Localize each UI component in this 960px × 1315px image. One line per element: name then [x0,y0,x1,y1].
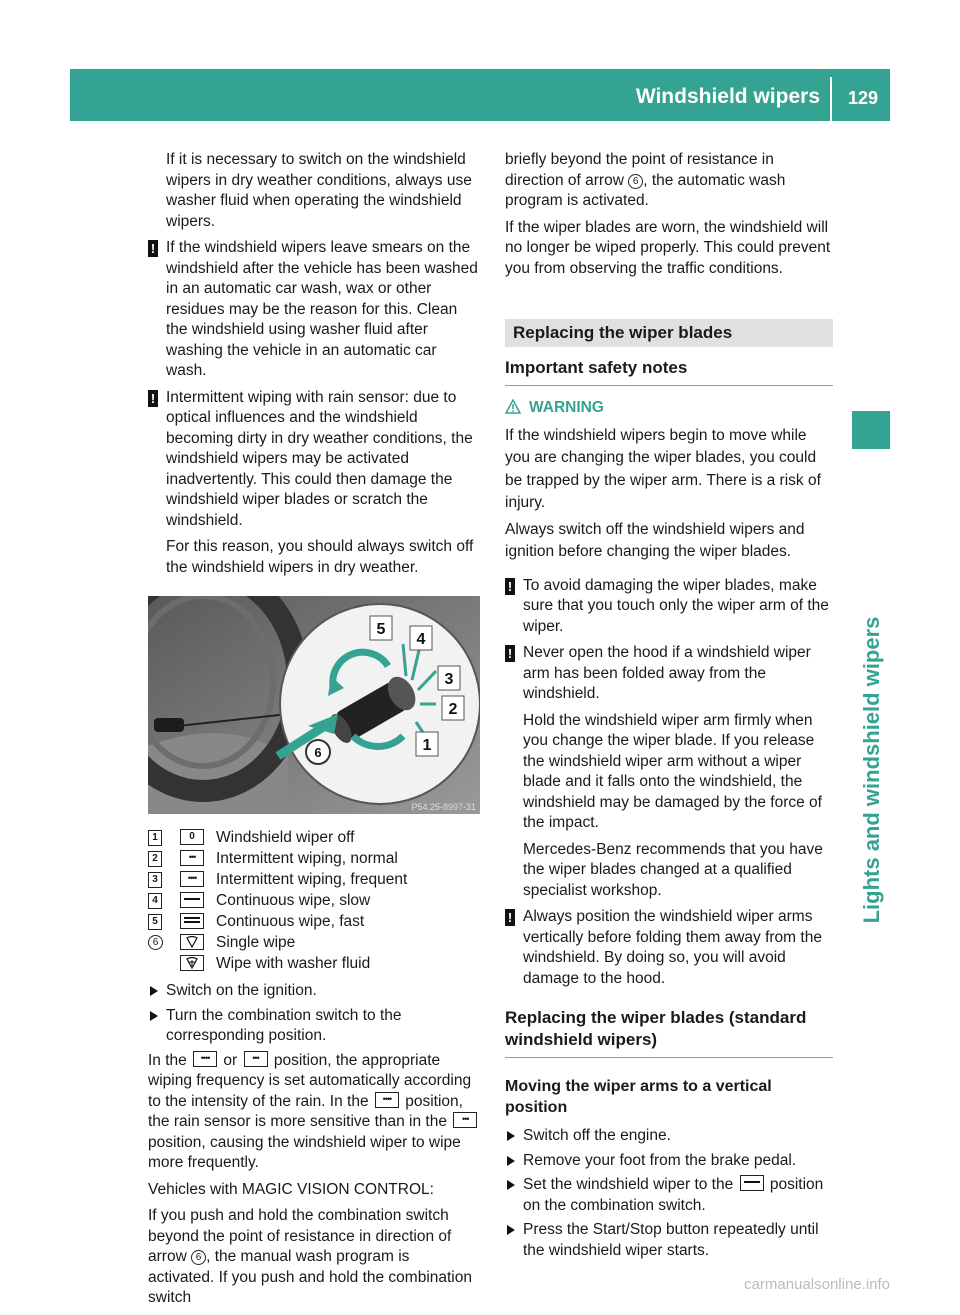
legend-row [148,849,480,870]
step-item: Set the windshield wiper to the position on the combination switch. [505,1175,833,1216]
step-arrow-icon [507,1180,515,1190]
legend-text: Continuous wipe, slow [216,892,371,909]
callout-4: 4 [416,631,426,648]
legend-text: Intermittent wiping, frequent [216,871,408,888]
heading-standard-wipers: Replacing the wiper blades (standard windshield wipers) [505,1007,833,1058]
legend-row [148,912,480,933]
legend-row [148,891,480,912]
left-column [148,150,480,1315]
step-item [505,1220,833,1261]
legend-row [148,828,480,849]
note-text: Never open the hood if a windshield wiper arm has been folded away from the windshield. [523,644,811,702]
exclamation-icon: ! [505,909,515,926]
warning-title: WARNING [505,398,833,419]
legend-text: Continuous wipe, fast [216,913,365,930]
continuous-slow-symbol-icon [740,1175,764,1191]
header-title: Windshield wipers [635,85,820,108]
note-text: To avoid damaging the wiper blades, make sure that you touch only the wiper arm of the wiper. [523,576,829,635]
manual-wash-paragraph: If you push and hold the combination switch beyond the point of resistance in direction of arrow 6 , the manual wash program is activated. If you push and hold the combination switch [148,1207,472,1306]
paragraph: Vehicles with MAGIC VISION CONTROL: [148,1180,434,1198]
page-header [70,69,890,121]
callout-6: 6 [314,745,322,760]
paragraph: Hold the windshield wiper arm firmly when you change the wiper blade. If you release the windshield wiper arm without a wiper blade and it falls onto the windshield, the windshield may be damaged by the force of the impact. [523,711,822,831]
callout-5: 5 [376,621,386,638]
note [148,238,480,382]
section-tab-marker [852,411,890,449]
step-item [505,1151,833,1172]
intermittent-normal-symbol-icon: ••• [180,850,204,866]
legend-text: Wipe with washer fluid [216,955,371,972]
combination-switch-figure [148,596,480,814]
step-arrow-icon [150,1011,158,1021]
note-text: Always position the windshield wiper arms vertically before folding them away from the windshield. By doing so, you will avoid damage to the hood. [523,908,822,987]
paragraph: If the wiper blades are worn, the windshield will no longer be wiped properly. This could prevent you from observing the traffic conditions. [505,218,831,277]
exclamation-icon: ! [148,240,158,257]
callout-2: 2 [448,701,458,718]
legend-number: 4 [148,893,162,909]
step-text: Switch off the engine. [523,1127,671,1144]
automatic-wash-paragraph: briefly beyond the point of resistance in direction of arrow 6 , the automatic wash program is activated. [505,151,786,209]
paragraph: If it is necessary to switch on the windshield wipers in dry weather conditions, always use washer fluid when operating the windshield wipers. [166,151,472,230]
combination-switch-illustration [148,596,480,814]
warning-text: If the windshield wipers begin to move while you are changing the wiper blades, you could be trapped by the wiper arm. There is a risk of injury. [505,426,821,511]
paragraph: Mercedes-Benz recommends that you have the wiper blades changed at a qualified specialist workshop. [523,840,823,899]
legend-number: 6 [148,935,163,950]
intermittent-normal-symbol-icon: ••• [453,1112,477,1128]
note [505,643,833,705]
heading-vertical-position: Moving the wiper arms to a vertical position [505,1078,772,1116]
right-column [505,150,833,1265]
watermark: carmanualsonline.info [744,1276,890,1293]
note [505,576,833,638]
step-text: Switch on the ignition. [166,982,317,999]
legend-row [148,870,480,891]
side-section-label: Lights and windshield wipers [858,616,884,924]
callout-3: 3 [444,671,454,688]
step-item [505,1126,833,1147]
step-arrow-icon [150,986,158,996]
header-separator [830,77,832,121]
intermittent-frequent-symbol-icon: •••• [193,1051,217,1067]
washer-fluid-symbol-icon [180,955,204,971]
paragraph: For this reason, you should always switch off the windshield wipers in dry weather. [166,538,474,576]
note [148,388,480,532]
exclamation-icon: ! [505,578,515,595]
intermittent-normal-symbol-icon: ••• [244,1051,268,1067]
step-item [148,1006,480,1047]
legend-number: 2 [148,851,162,867]
legend-text: Single wipe [216,934,296,951]
step-text: Turn the combination switch to the corresponding position. [166,1006,402,1044]
continuous-slow-symbol-icon [180,892,204,908]
step-arrow-icon [507,1131,515,1141]
page-number: 129 [847,88,878,108]
arrow-6-reference: 6 [191,1250,206,1265]
figure-code: P54.25-8997-31 [411,802,476,812]
exclamation-icon: ! [505,645,515,662]
step-text: Remove your foot from the brake pedal. [523,1151,797,1169]
heading-safety-notes: Important safety notes [505,357,833,386]
legend-list [148,828,480,975]
step-item [148,981,480,1002]
note [505,907,833,989]
step-arrow-icon [507,1156,515,1166]
single-wipe-symbol-icon [180,934,204,950]
intermittent-frequent-symbol-icon: •••• [180,871,204,887]
note-text: Intermittent wiping with rain sensor: due to optical influences and the windshield becoming dirty in dry weather conditions, the windshield wipers may be activated inadvertently. This could then damage the windshield wiper blades or scratch the windshield. [166,388,473,529]
legend-number: 5 [148,914,162,930]
legend-text: Windshield wiper off [216,829,355,846]
warning-text: Always switch off the windshield wipers and ignition before changing the wiper blades. [505,520,805,560]
rain-sensor-paragraph: In the •••• or ••• position, the appropriate wiping frequency is set automatically according to the intensity of the rain. In the •••• position, the rain sensor is more sensitive than in the ••• position, causing the windshield wiper to wipe more frequently. [148,1051,480,1174]
wiper-off-symbol-icon: 0 [180,829,204,845]
legend-number: 1 [148,830,162,846]
legend-row [148,933,480,954]
step-arrow-icon [507,1225,515,1235]
legend-number: 3 [148,872,162,888]
section-banner: Replacing the wiper blades [505,319,833,347]
arrow-6-reference: 6 [628,174,643,189]
intermittent-frequent-symbol-icon: •••• [375,1092,399,1108]
continuous-fast-symbol-icon [180,913,204,929]
exclamation-icon: ! [148,390,158,407]
legend-row [148,954,480,975]
warning-triangle-icon [505,399,521,414]
note-text: If the windshield wipers leave smears on the windshield after the vehicle has been washed in an automatic car wash, wax or other residues may be the reason for this. Clean the windshield using washer fluid after washing the vehicle in an automatic car wash. [166,239,478,379]
legend-text: Intermittent wiping, normal [216,850,398,867]
step-text: Press the Start/Stop button repeatedly until the windshield wiper starts. [523,1221,819,1259]
callout-1: 1 [422,737,432,754]
